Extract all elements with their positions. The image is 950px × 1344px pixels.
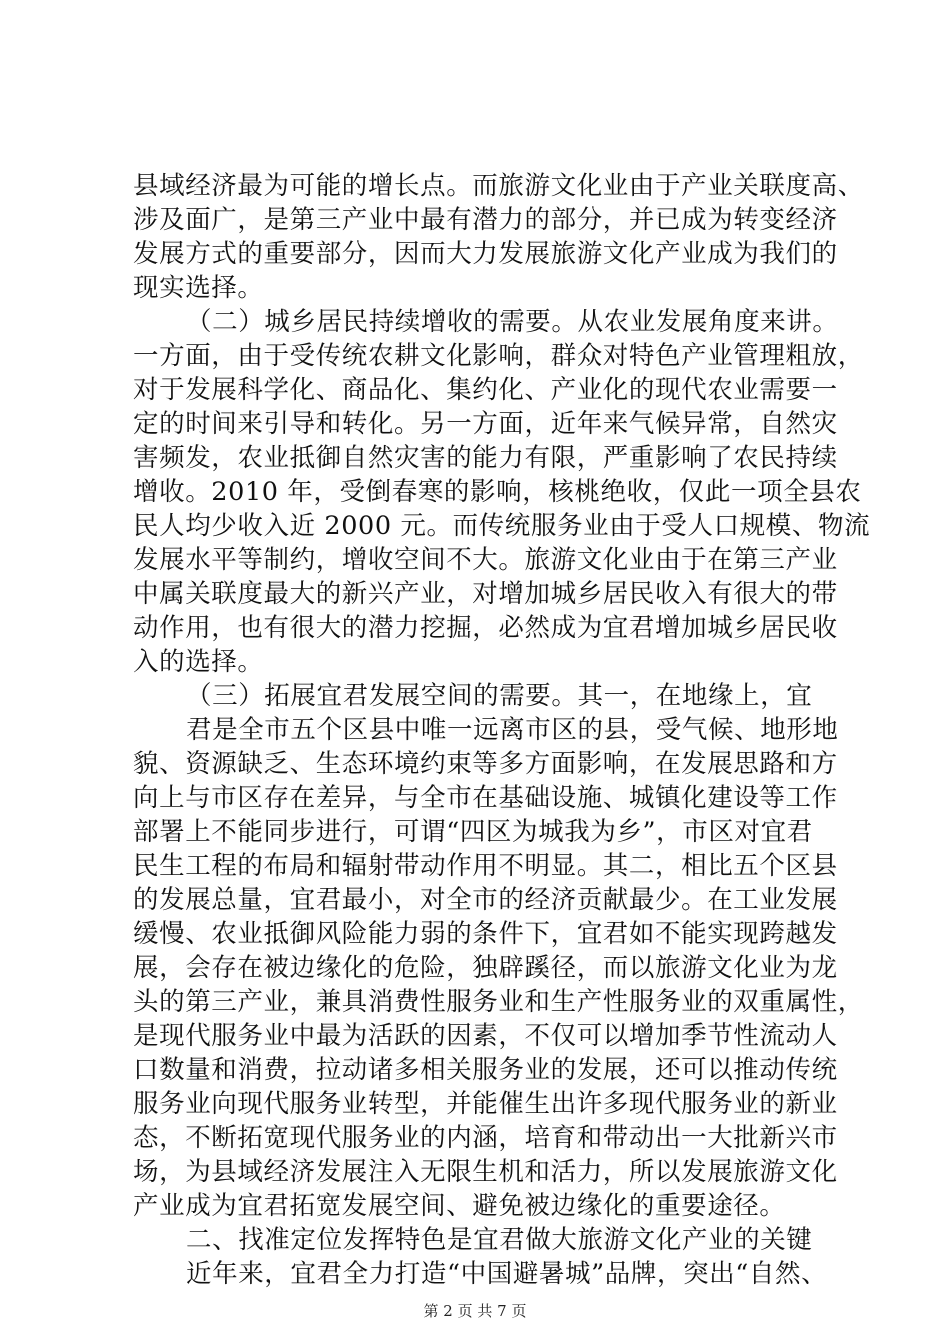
text-line: （三）拓展宜君发展空间的需要。其一，在地缘上，宜 [186,681,813,711]
text-line: 头的第三产业，兼具消费性服务业和生产性服务业的双重属性， [133,987,864,1017]
text-line: 害频发，农业抵御自然灾害的能力有限，严重影响了农民持续 [133,443,838,473]
text-line: 现实选择。 [133,273,264,303]
text-line: 增收。2010 年，受倒春寒的影响，核桃绝收，仅此一项全县农 [133,477,862,507]
text-line: 中属关联度最大的新兴产业，对增加城乡居民收入有很大的带 [133,579,838,609]
text-line: 发展方式的重要部分，因而大力发展旅游文化产业成为我们的 [133,239,838,269]
text-line: 向上与市区存在差异，与全市在基础设施、城镇化建设等工作 [133,783,838,813]
text-line: 貌、资源缺乏、生态环境约束等多方面影响，在发展思路和方 [133,749,838,779]
text-line: 动作用，也有很大的潜力挖掘，必然成为宜君增加城乡居民收 [133,613,838,643]
text-line: 民生工程的布局和辐射带动作用不明显。其二，相比五个区县 [133,851,838,881]
text-line: 君是全市五个区县中唯一远离市区的县，受气候、地形地 [186,715,839,745]
text-line: 展，会存在被边缘化的危险，独辟蹊径，而以旅游文化业为龙 [133,953,838,983]
text-line: 县域经济最为可能的增长点。而旅游文化业由于产业关联度高、 [133,171,864,201]
page-number-footer: 第 2 页 共 7 页 [423,1302,527,1320]
text-line: 服务业向现代服务业转型，并能催生出许多现代服务业的新业 [133,1089,838,1119]
text-line: 态，不断拓宽现代服务业的内涵，培育和带动出一大批新兴市 [133,1123,838,1153]
text-line: 发展水平等制约，增收空间不大。旅游文化业由于在第三产业 [133,545,838,575]
text-line: 缓慢、农业抵御风险能力弱的条件下，宜君如不能实现跨越发 [133,919,838,949]
text-line: 入的选择。 [133,647,264,677]
text-line: 场，为县域经济发展注入无限生机和活力，所以发展旅游文化 [133,1157,838,1187]
text-line: 近年来，宜君全力打造“中国避暑城”品牌，突出“自然、 [186,1259,828,1289]
text-line: 一方面，由于受传统农耕文化影响，群众对特色产业管理粗放， [133,341,864,371]
text-line: 对于发展科学化、商品化、集约化、产业化的现代农业需要一 [133,375,838,405]
text-line: （二）城乡居民持续增收的需要。从农业发展角度来讲。 [186,307,839,337]
text-line: 的发展总量，宜君最小，对全市的经济贡献最少。在工业发展 [133,885,838,915]
text-line: 产业成为宜君拓宽发展空间、避免被边缘化的重要途径。 [133,1191,786,1221]
text-line: 涉及面广，是第三产业中最有潜力的部分，并已成为转变经济 [133,205,838,235]
text-line: 口数量和消费，拉动诸多相关服务业的发展，还可以推动传统 [133,1055,838,1085]
section-heading: 二、找准定位发挥特色是宜君做大旅游文化产业的关键 [186,1225,813,1255]
text-line: 定的时间来引导和转化。另一方面，近年来气候异常，自然灾 [133,409,838,439]
text-line: 是现代服务业中最为活跃的因素，不仅可以增加季节性流动人 [133,1021,838,1051]
text-line: 民人均少收入近 2000 元。而传统服务业由于受人口规模、物流 [133,511,871,541]
text-line: 部署上不能同步进行，可谓“四区为城我为乡”，市区对宜君 [133,817,813,847]
